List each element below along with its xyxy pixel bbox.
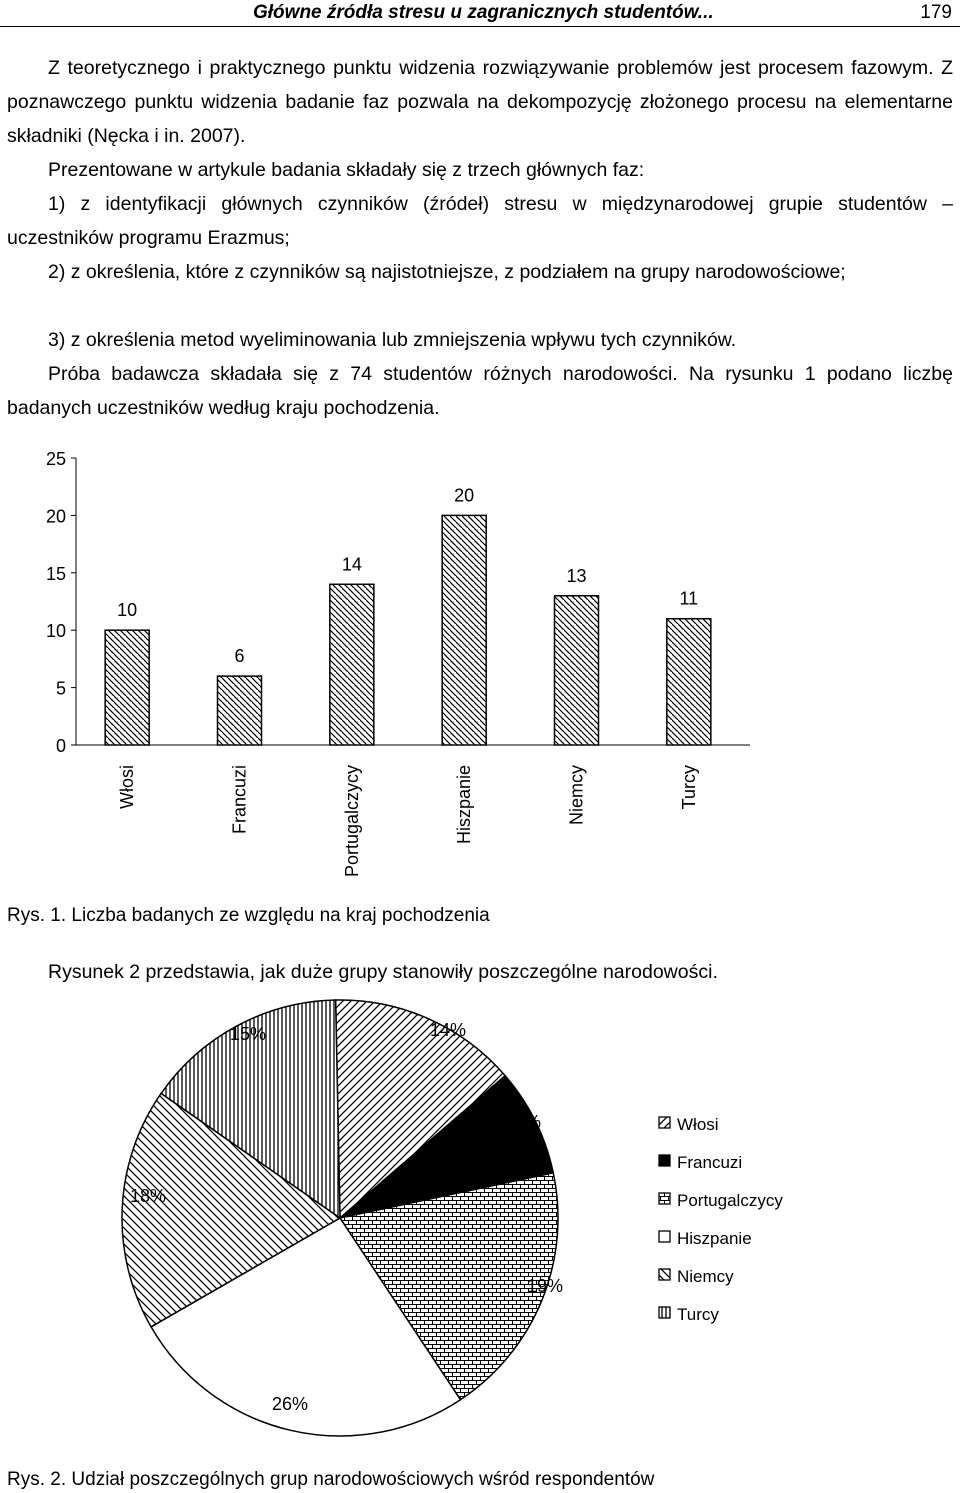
legend-swatch [659, 1231, 670, 1242]
legend-label: Francuzi [677, 1153, 743, 1172]
paragraph-intro: Z teoretycznego i praktycznego punktu widzenia rozwiązywanie problemów jest procesem fazowym. Z poznawczego punktu widzenia badanie faz pozwala na dekompozycję złożonego procesu na elementarne składniki (Nęcka i in. 2007). [7, 57, 953, 147]
x-tick-label: Niemcy [566, 765, 587, 826]
x-tick-label: Włosi [117, 765, 138, 809]
bar-value-label: 14 [341, 554, 362, 575]
y-tick-label: 15 [45, 563, 66, 584]
legend-swatch [659, 1155, 670, 1166]
bar-value-label: 10 [117, 600, 138, 621]
bar-value-label: 11 [679, 588, 699, 609]
legend-label: Hiszpanie [677, 1229, 752, 1248]
list-item-3: 3) z określenia metod wyeliminowania lub zmniejszenia wpływu tych czynników. [48, 329, 737, 351]
paragraph-figure2-intro: Rysunek 2 przedstawia, jak duże grupy stanowiły poszczególne narodowości. [48, 961, 718, 983]
y-tick-label: 10 [45, 621, 66, 642]
x-tick-label: Portugalczycy [341, 765, 362, 878]
page-number: 179 [920, 2, 952, 23]
x-tick-label: Hiszpanie [454, 765, 475, 845]
y-tick-label: 20 [45, 506, 66, 527]
y-tick-label: 25 [45, 449, 66, 469]
list-item-1: 1) z identyfikacji głównych czynników (źródeł) stresu w międzynarodowej grupie studentów – uczestników programu Erazmus; [7, 193, 953, 249]
legend-label: Włosi [677, 1115, 719, 1134]
legend-swatch [659, 1307, 670, 1318]
slice-percent-label: 19% [526, 1276, 564, 1296]
list-item-2: 2) z określenia, które z czynników są najistotniejsze, z podziałem na grupy narodowościowe; [48, 261, 846, 283]
bar-value-label: 6 [234, 646, 245, 667]
y-tick-label: 5 [55, 678, 66, 699]
figure2-caption: Rys. 2. Udział poszczególnych grup narodowościowych wśród respondentów [7, 1469, 655, 1490]
slice-percent-label: 18% [129, 1186, 167, 1206]
legend-swatch [659, 1193, 670, 1204]
x-tick-label: Turcy [678, 765, 699, 810]
legend-swatch [659, 1269, 670, 1280]
y-tick-label: 0 [55, 736, 66, 756]
paragraph-phases: Prezentowane w artykule badania składały się z trzech głównych faz: [48, 159, 645, 181]
legend-label: Niemcy [677, 1267, 734, 1286]
bar-value-label: 20 [454, 485, 475, 506]
slice-percent-label: 26% [271, 1394, 309, 1414]
slice-percent-label: 14% [429, 1020, 467, 1040]
x-tick-label: Francuzi [229, 765, 250, 835]
figure1-caption: Rys. 1. Liczba badanych ze względu na kraj pochodzenia [7, 905, 490, 926]
slice-percent-label: 15% [229, 1024, 267, 1044]
legend-label: Turcy [677, 1305, 719, 1324]
running-title: Główne źródła stresu u zagranicznych studentów... [253, 2, 714, 23]
legend-swatch [659, 1117, 670, 1128]
paragraph-sample: Próba badawcza składała się z 74 studentów różnych narodowości. Na rysunku 1 podano liczbę badanych uczestników według kraju pochodzenia. [7, 363, 953, 419]
legend-label: Portugalczycy [677, 1191, 783, 1210]
bar-value-label: 13 [566, 565, 587, 586]
slice-percent-label: 8% [514, 1112, 542, 1132]
